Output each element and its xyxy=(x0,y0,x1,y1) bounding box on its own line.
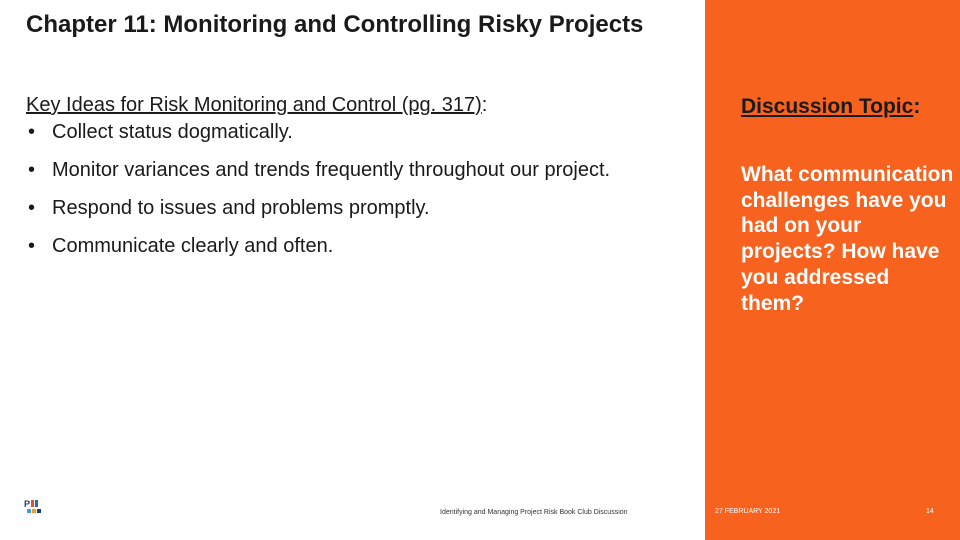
key-ideas-list xyxy=(26,120,666,272)
bullet-item: • Monitor variances and trends frequently throughout our project. xyxy=(26,158,666,183)
bullet-item: • Communicate clearly and often. xyxy=(26,234,666,259)
footer-text: Identifying and Managing Project Risk Book Club Discussion xyxy=(440,509,628,516)
pmi-logo-icon xyxy=(24,498,42,516)
slide-title: Chapter 11: Monitoring and Controlling Risky Projects xyxy=(26,11,644,38)
key-ideas-heading-text: Key Ideas for Risk Monitoring and Control (pg. 317) xyxy=(26,94,482,116)
bullet-item: • Respond to issues and problems promptly. xyxy=(26,196,666,221)
page-number: 14 xyxy=(926,508,934,515)
discussion-heading xyxy=(741,94,941,119)
svg-text:P: P xyxy=(24,499,31,509)
key-ideas-heading xyxy=(26,92,666,118)
discussion-heading-text: Discussion Topic xyxy=(741,95,914,118)
discussion-sidebar xyxy=(705,0,960,540)
discussion-heading-colon: : xyxy=(913,95,921,118)
key-ideas-heading-colon: : xyxy=(481,94,488,116)
discussion-question: What communication challenges have you had on your projects? How have you addressed them? xyxy=(741,163,954,315)
footer-date: 27 FEBRUARY 2021 xyxy=(715,508,781,515)
bullet-item: • Collect status dogmatically. xyxy=(26,120,666,145)
